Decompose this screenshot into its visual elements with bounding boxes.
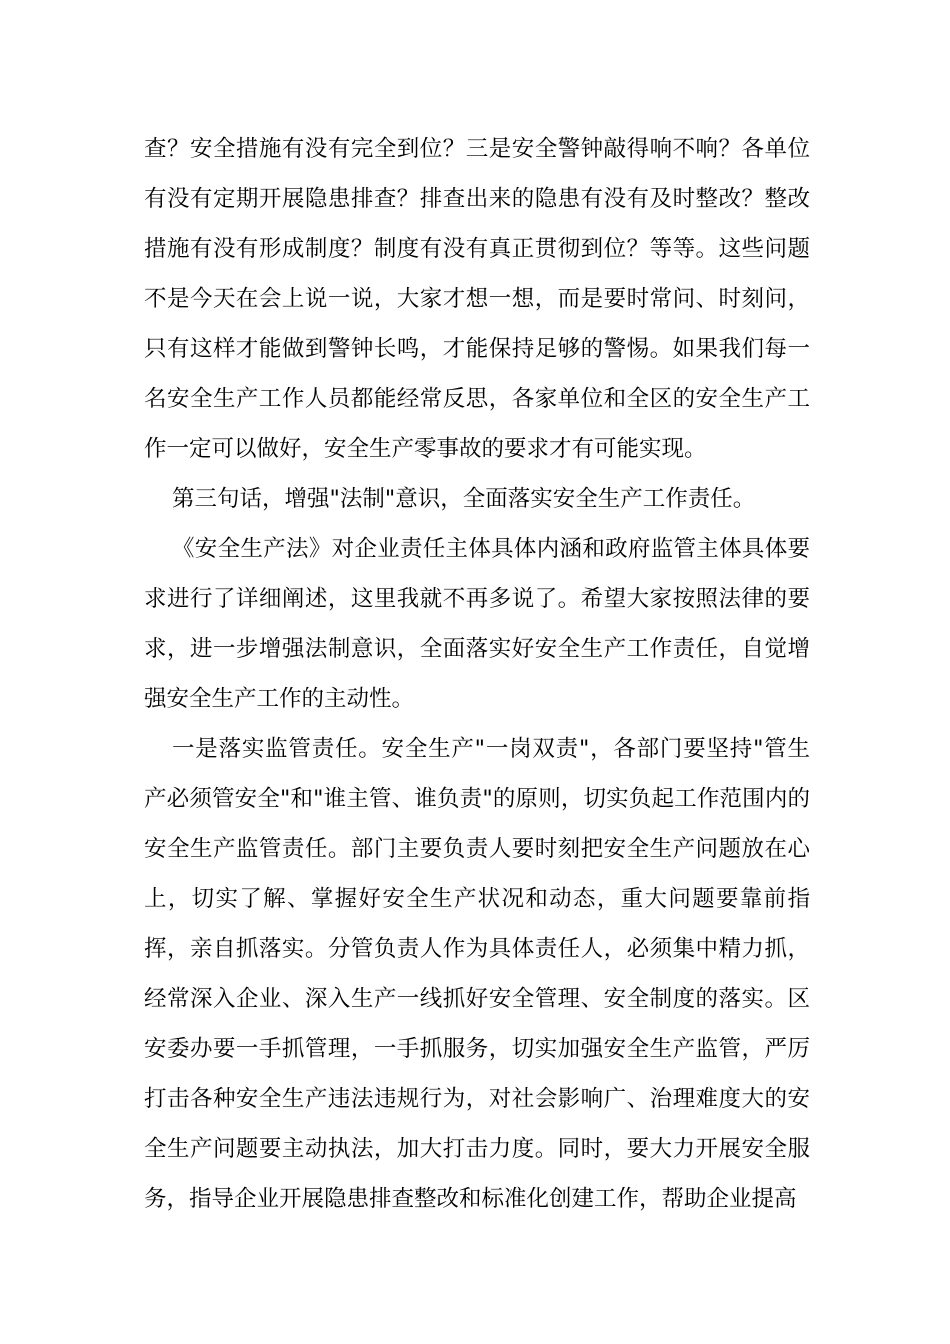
paragraph-continuation: 查？安全措施有没有完全到位？三是安全警钟敲得响不响？各单位有没有定期开展隐患排查？排查出来的隐患有没有及时整改？整改措施有没有形成制度？制度有没有真正贯彻到位？等等。这些问题不是今天在会上说一说，大家才想一想，而是要时常问、时刻问，只有这样才能做到警钟长鸣，才能保持足够的警惕。如果我们每一名安全生产工作人员都能经常反思，各家单位和全区的安全生产工作一定可以做好，安全生产零事故的要求才有可能实现。 (144, 136, 810, 462)
paragraph-law: 《安全生产法》对企业责任主体具体内涵和政府监管主体具体要求进行了详细阐述，这里我就不再多说了。希望大家按照法律的要求，进一步增强法制意识，全面落实好安全生产工作责任，自觉增强安全生产工作的主动性。 (144, 536, 810, 712)
paragraph-supervision: 一是落实监管责任。安全生产"一岗双责"，各部门要坚持"管生产必须管安全"和"谁主管、谁负责"的原则，切实负起工作范围内的安全生产监管责任。部门主要负责人要时刻把安全生产问题放在心上，切实了解、掌握好安全生产状况和动态，重大问题要靠前指挥，亲自抓落实。分管负责人作为具体责任人，必须集中精力抓，经常深入企业、深入生产一线抓好安全管理、安全制度的落实。区安委办要一手抓管理，一手抓服务，切实加强安全生产监管，严厉打击各种安全生产违法违规行为，对社会影响广、治理难度大的安全生产问题要主动执法，加大打击力度。同时，要大力开展安全服务，指导企业开展隐患排查整改和标准化创建工作，帮助企业提高 (144, 736, 810, 1212)
paragraph-heading-third: 第三句话，增强"法制"意识，全面落实安全生产工作责任。 (172, 486, 756, 512)
document-body (144, 124, 810, 1224)
